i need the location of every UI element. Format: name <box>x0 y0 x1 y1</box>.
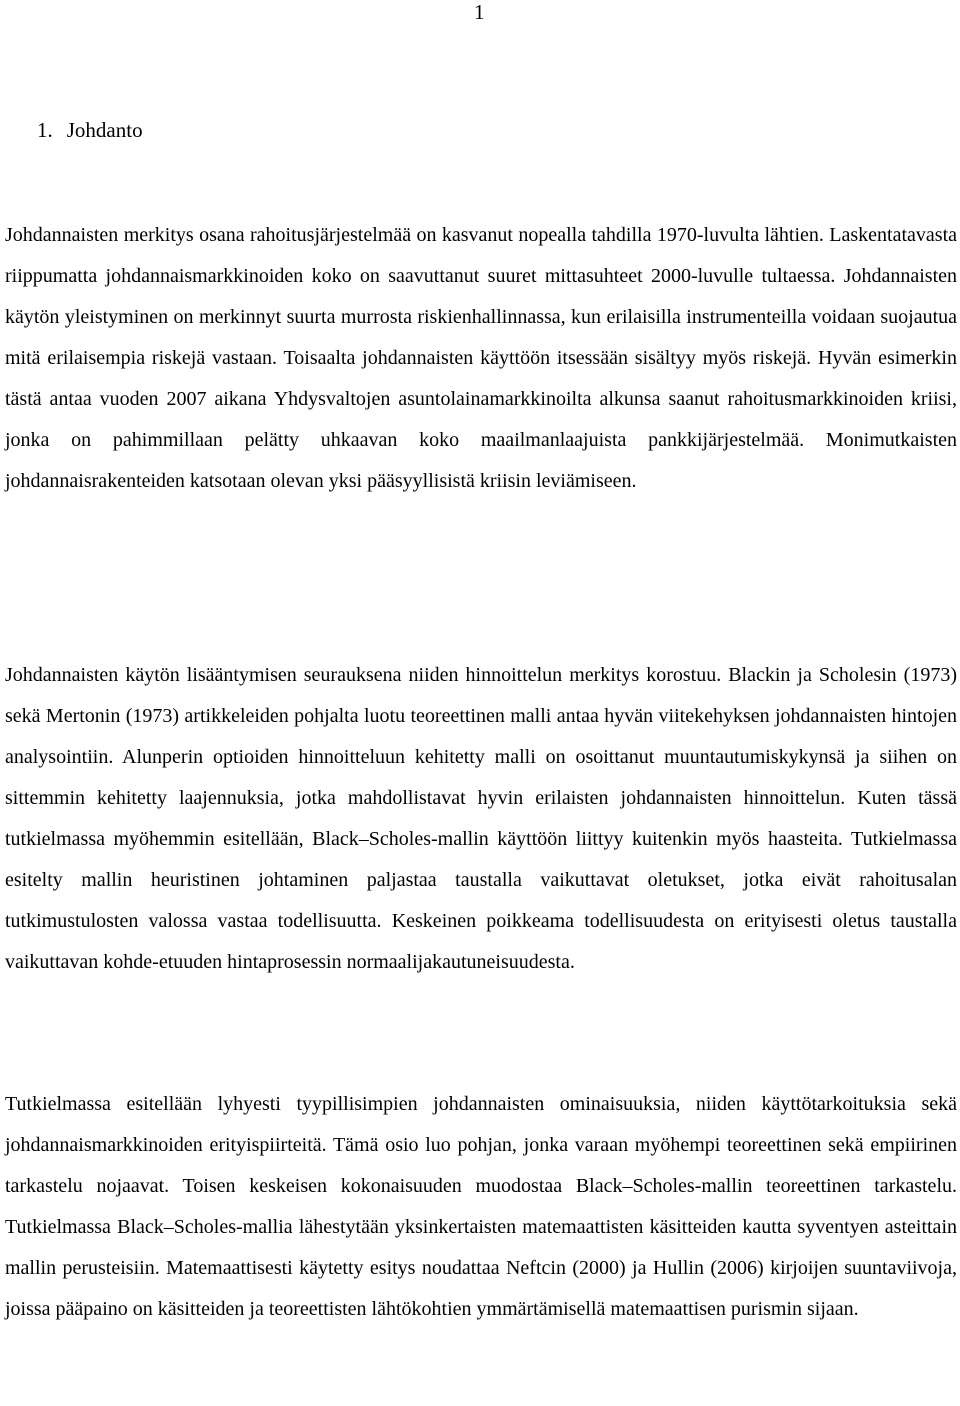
paragraph-1: Johdannaisten merkitys osana rahoitusjärjestelmää on kasvanut nopealla tahdilla 1970-luvulta lähtien. Laskentatavasta riippumatta johdannaismarkkinoiden koko on saavuttanut suuret mittasuhteet 2000-luvulle tultaessa. Johdannaisten käytön yleistyminen on merkinnyt suurta murrosta riskienhallinnassa, kun erilaisilla instrumenteilla voidaan suojautua mitä erilaisempia riskejä vastaan. Toisaalta johdannaisten käyttöön itsessään sisältyy myös riskejä. Hyvän esimerkin tästä antaa vuoden 2007 aikana Yhdysvaltojen asuntolainamarkkinoilta alkunsa saanut rahoitusmarkkinoiden kriisi, jonka on pahimmillaan pelätty uhkaavan koko maailmanlaajuista pankkijärjestelmää. Monimutkaisten johdannaisrakenteiden katsotaan olevan yksi pääsyyllisistä kriisin leviämiseen. <box>5 224 957 492</box>
page-number: 1 <box>474 0 485 24</box>
section-number: 1. <box>37 118 53 142</box>
section-heading <box>37 116 143 144</box>
paragraph-2: Johdannaisten käytön lisääntymisen seurauksena niiden hinnoittelun merkitys korostuu. Blackin ja Scholesin (1973) sekä Mertonin (1973) artikkeleiden pohjalta luotu teoreettinen malli antaa hyvän viitekehyksen johdannaisten hintojen analysointiin. Alunperin optioiden hinnoitteluun kehitetty malli on osoittanut muuntautumiskykynsä ja siihen on sittemmin kehitetty laajennuksia, jotka mahdollistavat hyvin erilaisten johdannaisten hinnoittelun. Kuten tässä tutkielmassa myöhemmin esitellään, Black–Scholes-mallin käyttöön liittyy kuitenkin myös haasteita. Tutkielmassa esitelty mallin heuristinen johtaminen paljastaa taustalla vaikuttavat oletukset, jotka eivät rahoitusalan tutkimustulosten valossa vastaa todellisuutta. Keskeinen poikkeama todellisuudesta on erityisesti oletus taustalla vaikuttavan kohde-etuuden hintaprosessin normaalijakautuneisuudesta. <box>5 664 957 973</box>
section-title: Johdanto <box>66 118 143 142</box>
paragraph-3: Tutkielmassa esitellään lyhyesti tyypillisimpien johdannaisten ominaisuuksia, niiden käyttötarkoituksia sekä johdannaismarkkinoiden erityispiirteitä. Tämä osio luo pohjan, jonka varaan myöhempi teoreettinen sekä empiirinen tarkastelu nojaavat. Toisen keskeisen kokonaisuuden muodostaa Black–Scholes-mallin teoreettinen tarkastelu. Tutkielmassa Black–Scholes-mallia lähestytään yksinkertaisten matemaattisten käsitteiden kautta syventyen asteittain mallin perusteisiin. Matemaattisesti käytetty esitys noudattaa Neftcin (2000) ja Hullin (2006) kirjoijen suuntaviivoja, joissa pääpaino on käsitteiden ja teoreettisten lähtökohtien ymmärtämisellä matemaattisen purismin sijaan. <box>5 1093 957 1320</box>
